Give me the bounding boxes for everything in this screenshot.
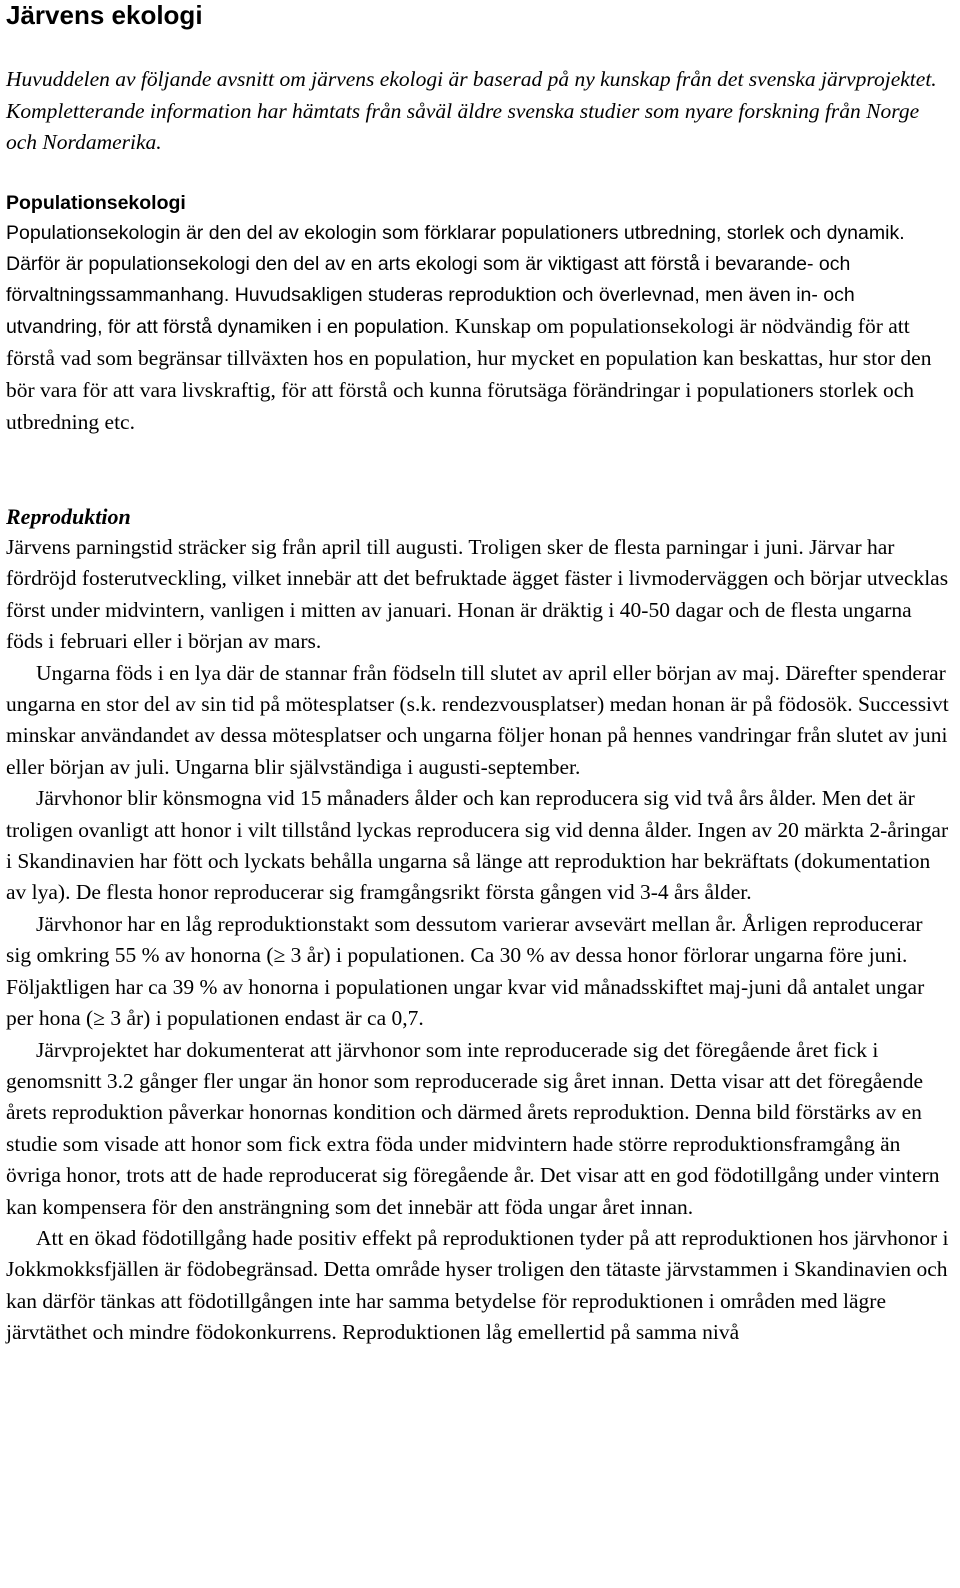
population-section (6, 188, 951, 439)
reproduction-paragraph: Järvhonor blir könsmogna vid 15 månaders ålder och kan reproducera sig vid två års ålder. Men det är troligen ovanligt att honor i vilt tillstånd lyckas reproducera sig vid denna ålder. Ingen av 20 märkta 2-åringar i Skandinavien har fött och lyckats behålla ungarna så länge att reproduktion har bekräftats (dokumentation av lya). De flesta honor reproducerar sig framgångsrikt första gången vid 3-4 års ålder. (6, 786, 949, 905)
reproduction-paragraph: Järvhonor har en låg reproduktionstakt som dessutom varierar avsevärt mellan år. Årligen reproducerar sig omkring 55 % av honorna (≥ 3 år) i populationen. Ca 30 % av dessa honor förlorar ungarna före juni. Följaktligen har ca 39 % av honorna i populationen ungar kvar vid månadsskiftet maj-juni då antalet ungar per hona (≥ 3 år) i populationen endast är ca 0,7. (6, 911, 925, 1031)
reproduction-paragraph: Att en ökad födotillgång hade positiv effekt på reproduktionen tyder på att reproduktionen hos järvhonor i Jokkmokksfjällen är födobegränsad. Detta område hyser troligen den tätaste järvstammen i Skandinavien och kan därför tänkas att födotillgången inte har samma betydelse för reproduktionen i områden med lägre järvtäthet och mindre födokonkurrens. Reproduktionen låg emellertid på samma nivå (6, 1225, 949, 1345)
reproduction-paragraph: Ungarna föds i en lya där de stannar från födseln till slutet av april eller början av maj. Därefter spenderar ungarna en stor del av sin tid på mötesplatser (s.k. rendezvousplatser) medan honan är på födosök. Successivt minskar användandet av dessa mötesplatser och ungarna följer honan på hennes vandringar från slutet av juni eller början av juli. Ungarna blir självständiga i augusti-september. (6, 660, 949, 779)
document-title: Järvens ekologi (6, 0, 203, 30)
reproduction-paragraph: Järvens parningstid sträcker sig från april till augusti. Troligen sker de flesta parningar i juni. Järvar har fördröjd fosterutveckling, vilket innebär att det befruktade ägget fäster i livmoderväggen och börjar utvecklas först under midvintern, vanligen i mitten av januari. Honan är dräktig i 40-50 dagar och de flesta ungarna föds i februari eller i början av mars. (6, 535, 949, 654)
population-body (6, 218, 951, 439)
intro-paragraph: Huvuddelen av följande avsnitt om järvens ekologi är baserad på ny kunskap från det svenska järvprojektet. Kompletterande information har hämtats från såväl äldre svenska studier som nyare forskning från Norge och Nordamerika. (6, 67, 937, 154)
population-heading: Populationsekologi (6, 192, 186, 214)
population-body-sans: Populationsekologin är den del av ekologin som förklarar populationers utbredning, storlek och dynamik. Därför är populationsekologi den del av en arts ekologi som är viktigast att förstå i bevarande- och förvaltningssammanhang. Huvudsakligen studeras reproduktion och överlevnad, men även in- och utvandring, för att förstå dynamiken i en population. (6, 222, 905, 338)
reproduction-paragraph: Järvprojektet har dokumenterat att järvhonor som inte reproducerade sig det föregående året fick i genomsnitt 3.2 gånger fler ungar än honor som reproducerade sig året innan. Detta visar att det föregående årets reproduktion påverkar honornas kondition och därmed årets reproduktion. Denna bild förstärks av en studie som visade att honor som fick extra föda under midvintern hade större reproduktionsframgång än övriga honor, trots att de hade reproducerat sig föregående år. Det visar att en god födotillgång under vintern kan kompensera för den ansträngning som det innebär att föda ungar året innan. (6, 1037, 940, 1219)
reproduction-section (6, 502, 951, 1349)
population-body-serif: Kunskap om populationsekologi är nödvändig för att förstå vad som begränsar tillväxten hos en population, hur mycket en population kan beskattas, hur stor den bör vara för att vara livskraftig, för att förstå och kunna förutsäga förändringar i populationers storlek och utbredning etc. (6, 314, 932, 434)
reproduction-heading: Reproduktion (6, 504, 131, 529)
